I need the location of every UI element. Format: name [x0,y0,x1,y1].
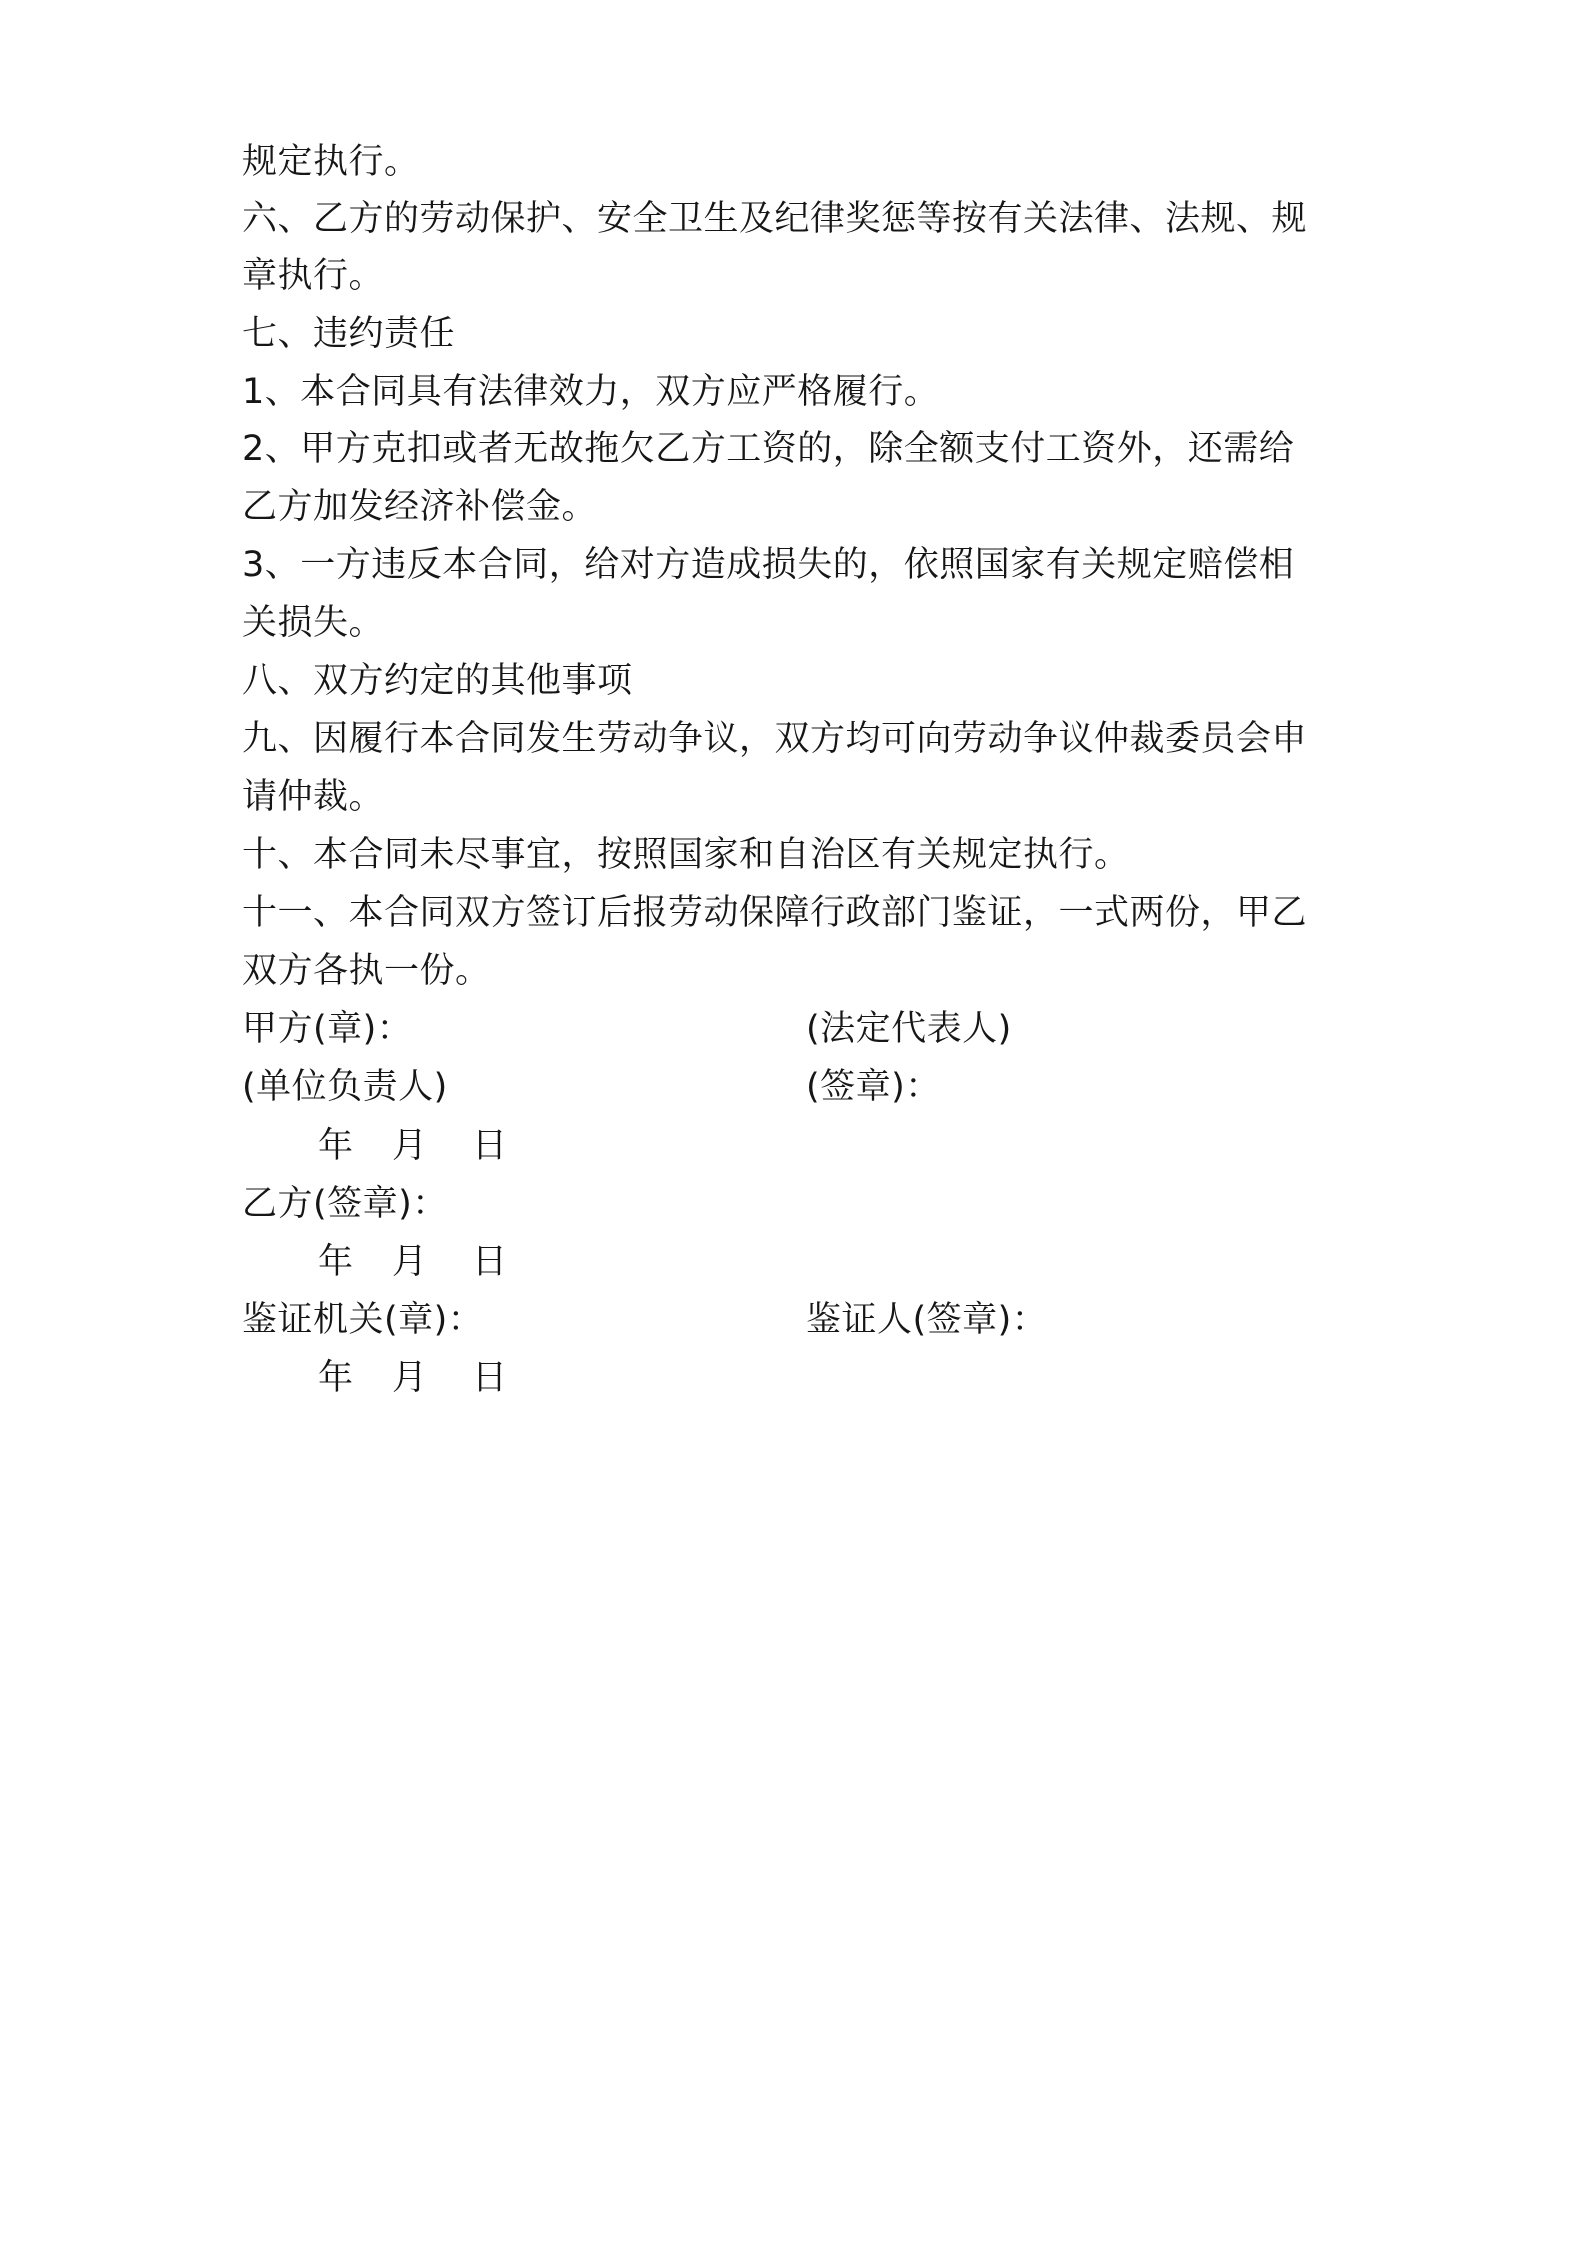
date-line-certification [318,1356,512,1400]
paragraph-line: 九、因履行本合同发生劳动争议，双方均可向劳动争议仲裁委员会申 [242,719,1308,759]
paragraph-line: 六、乙方的劳动保护、安全卫生及纪律奖惩等按有关法律、法规、规 [242,199,1308,239]
party-b-sign-label: 乙方(签章)： [242,1184,448,1224]
date-month: 月 [392,1242,428,1282]
paragraph-line: 3、一方违反本合同，给对方造成损失的，依照国家有关规定赔偿相 [242,545,1295,585]
unit-head-label: (单位负责人) [242,1067,448,1107]
date-month: 月 [392,1358,428,1398]
legal-representative-label: (法定代表人) [806,1009,1012,1049]
party-a-seal-label: 甲方(章)： [242,1009,413,1049]
paragraph-line: 关损失。 [242,603,385,643]
paragraph-line: 章执行。 [242,256,385,296]
date-line-party-b [318,1240,512,1284]
date-month: 月 [392,1126,428,1166]
paragraph-line: 请仲裁。 [242,777,385,817]
date-day: 日 [472,1126,508,1166]
paragraph-line: 乙方加发经济补偿金。 [242,487,598,527]
sign-seal-label: (签章)： [806,1067,941,1107]
certifier-sign-label: 鉴证人(签章)： [806,1300,1048,1340]
section-heading: 七、违约责任 [242,314,456,354]
section-heading: 八、双方约定的其他事项 [242,661,633,701]
paragraph-line: 2、甲方克扣或者无故拖欠乙方工资的，除全额支付工资外，还需给 [242,429,1295,469]
certification-authority-label: 鉴证机关(章)： [242,1300,484,1340]
date-day: 日 [472,1242,508,1282]
date-line-party-a [318,1124,512,1168]
date-year: 年 [318,1126,354,1166]
date-year: 年 [318,1242,354,1282]
paragraph-line: 十、本合同未尽事宜，按照国家和自治区有关规定执行。 [242,835,1130,875]
paragraph-line: 十一、本合同双方签订后报劳动保障行政部门鉴证，一式两份，甲乙 [242,893,1308,933]
paragraph-line: 1、本合同具有法律效力，双方应严格履行。 [242,372,940,412]
date-day: 日 [472,1358,508,1398]
paragraph-line: 双方各执一份。 [242,951,491,991]
date-year: 年 [318,1358,354,1398]
paragraph-line: 规定执行。 [242,142,420,182]
